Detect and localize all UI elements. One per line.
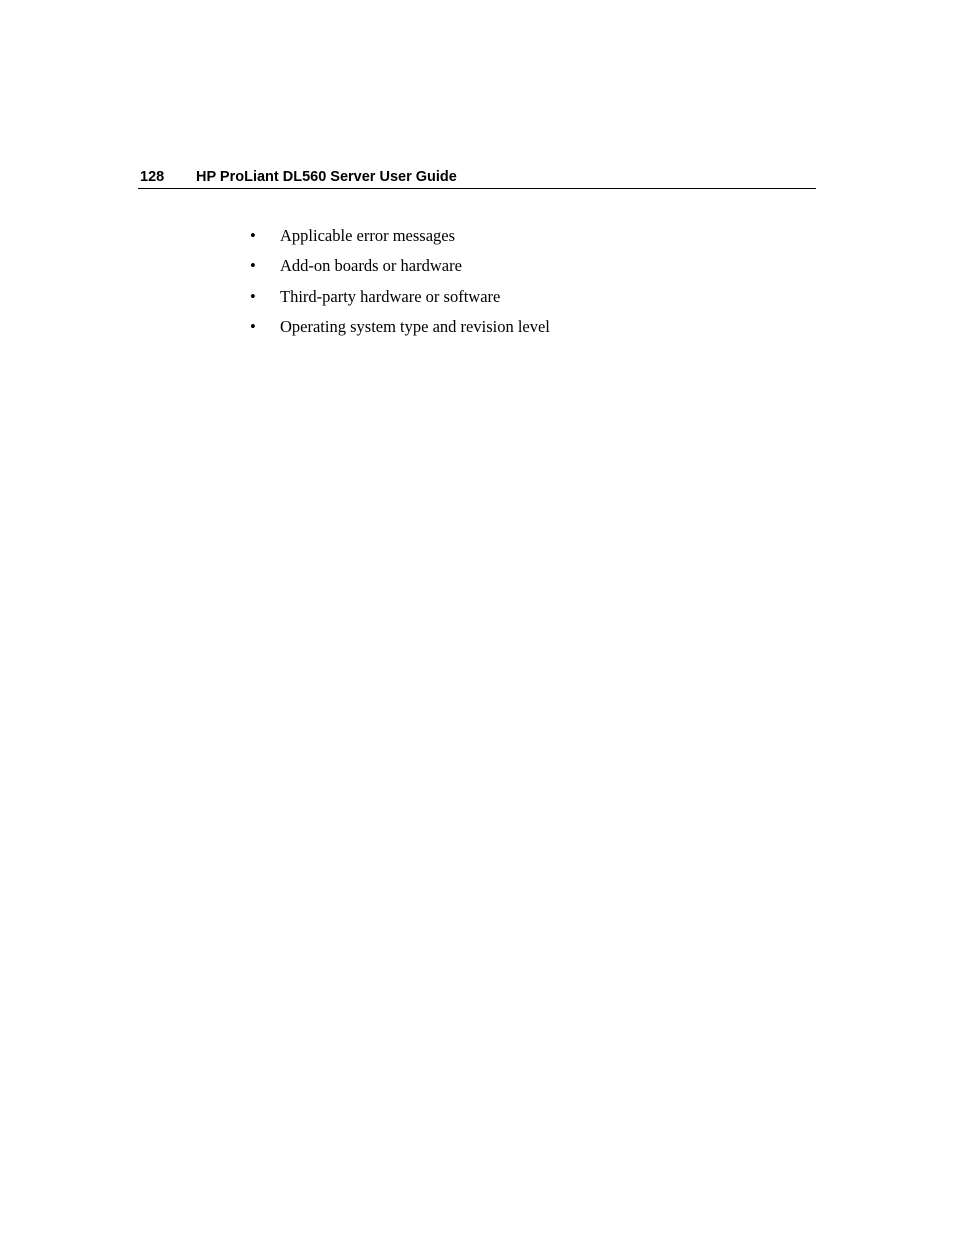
guide-title: HP ProLiant DL560 Server User Guide bbox=[196, 169, 457, 185]
bullet-icon: • bbox=[250, 256, 256, 276]
list-item-text: Third-party hardware or software bbox=[280, 286, 501, 306]
list-item-text: Applicable error messages bbox=[280, 226, 456, 245]
bullet-icon: • bbox=[250, 317, 256, 337]
bullet-icon: • bbox=[250, 286, 256, 306]
bullet-icon: • bbox=[250, 226, 256, 245]
list-item-text: Operating system type and revision level bbox=[280, 317, 550, 337]
list-item-text: Add-on boards or hardware bbox=[280, 256, 462, 276]
page-number: 128 bbox=[140, 169, 165, 185]
page-header bbox=[138, 168, 816, 189]
